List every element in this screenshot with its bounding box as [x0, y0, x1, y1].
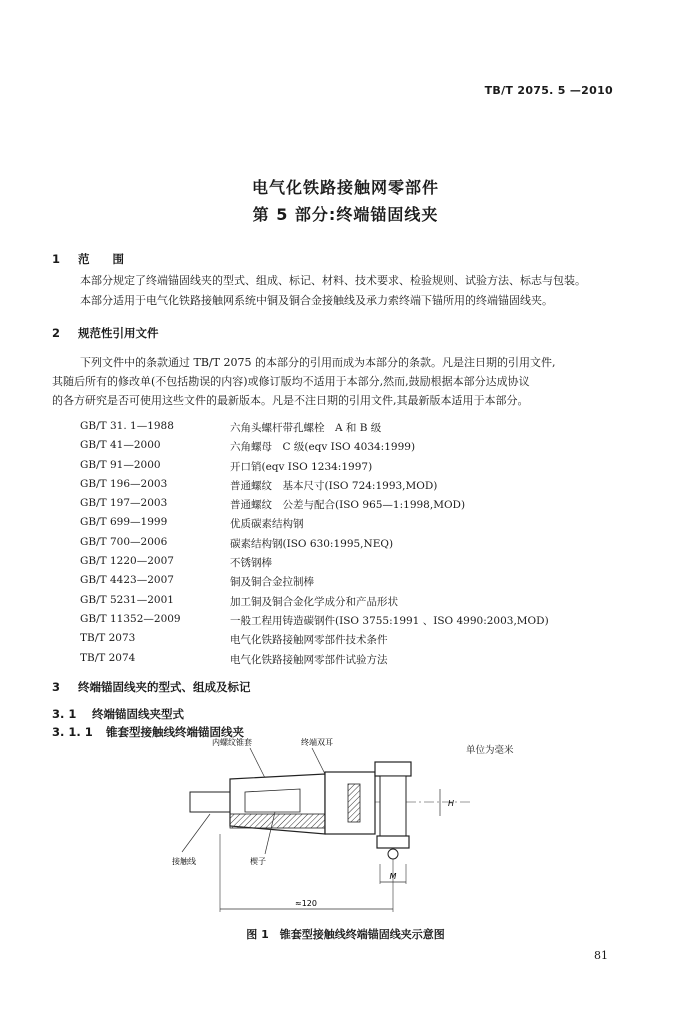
- section-2-paragraph-line2: 其随后所有的修改单(不包括勘误的内容)或修订版均不适用于本部分,然而,鼓励根据本部分达成协议: [52, 375, 530, 388]
- reference-title: 开口销(eqv ISO 1234:1997): [230, 460, 373, 473]
- reference-code: TB/T 2073: [80, 632, 136, 645]
- reference-title: 电气化铁路接触网零部件技术条件: [230, 634, 388, 647]
- reference-code: GB/T 31. 1—1988: [80, 420, 174, 432]
- label-inner-cone: 内螺纹锥套: [212, 738, 252, 747]
- reference-code: GB/T 1220—2007: [80, 555, 174, 568]
- reference-code: GB/T 11352—2009: [80, 612, 181, 625]
- reference-title: 六角螺母 C 级(eqv ISO 4034:1999): [230, 441, 416, 454]
- cone-sleeve-section: [230, 814, 325, 828]
- doc-title-line1: 电气化铁路接触网零部件: [251, 178, 439, 197]
- section-3-1-heading: [52, 706, 184, 722]
- reference-title: 六角头螺杆带孔螺栓 A 和 B 级: [230, 422, 382, 434]
- reference-title: 碳素结构钢(ISO 630:1995,NEQ): [230, 537, 394, 550]
- section-1-paragraph-2: 本部分适用于电气化铁路接触网系统中铜及铜合金接触线及承力索终端下锚所用的终端锚固线夹。: [80, 294, 553, 307]
- reference-code: GB/T 699—1999: [80, 516, 168, 529]
- reference-title: 铜及铜合金拉制棒: [230, 576, 314, 589]
- section-number: 1: [52, 252, 61, 266]
- section-title: 规范性引用文件: [78, 326, 159, 340]
- reference-title: 不锈钢棒: [230, 557, 272, 570]
- page-number: 81: [594, 949, 608, 962]
- section-1-heading: [52, 251, 124, 267]
- label-end-ear: 终端双耳: [301, 738, 333, 747]
- unit-note: 单位为毫米: [466, 745, 514, 756]
- nut: [377, 836, 409, 848]
- section-2-heading: [52, 325, 159, 341]
- section-1-paragraph-1: 本部分规定了终端锚固线夹的型式、组成、标记、材料、技术要求、检验规则、试验方法、标志与包装。: [80, 274, 586, 287]
- label-wedge: 楔子: [250, 857, 266, 866]
- section-title: 锥套型接触线终端锚固线夹: [106, 725, 245, 739]
- label-contact-wire: 接触线: [172, 857, 196, 866]
- reference-title: 普通螺纹 公差与配合(ISO 965—1:1998,MOD): [230, 499, 466, 512]
- bolt-shank: [380, 776, 406, 836]
- reference-title: 电气化铁路接触网零部件试验方法: [230, 653, 388, 666]
- dim-m-label: M: [389, 872, 397, 881]
- reference-code: GB/T 5231—2001: [80, 593, 174, 606]
- reference-code: GB/T 4423—2007: [80, 574, 174, 587]
- section-number: 2: [52, 326, 61, 340]
- dim-h-label: H: [448, 799, 455, 808]
- reference-title: 普通螺纹 基本尺寸(ISO 724:1993,MOD): [230, 479, 438, 492]
- section-2-paragraph-line1: 下列文件中的条款通过 TB/T 2075 的本部分的引用而成为本部分的条款。凡是注日期的引用文件,: [80, 356, 556, 369]
- dim-length-label: ≈120: [295, 899, 317, 908]
- reference-code: GB/T 197—2003: [80, 497, 168, 510]
- reference-code: GB/T 700—2006: [80, 535, 168, 548]
- clamp-drawing: [150, 734, 480, 924]
- section-number: 3. 1: [52, 707, 77, 721]
- section-title: 终端锚固线夹型式: [92, 707, 185, 721]
- section-title: 终端锚固线夹的型式、组成及标记: [78, 680, 251, 694]
- reference-title: 一般工程用铸造碳钢件(ISO 3755:1991 、ISO 4990:2003,MOD): [230, 614, 549, 627]
- section-2-paragraph-line3: 的各方研究是否可使用这些文件的最新版本。凡是不注日期的引用文件,其最新版本适用于本部分。: [52, 394, 529, 407]
- reference-code: TB/T 2074: [80, 651, 136, 664]
- bolt-head: [375, 762, 411, 776]
- leader-line: [182, 814, 210, 852]
- reference-code: GB/T 91—2000: [80, 458, 161, 471]
- section-3-heading: [52, 679, 251, 695]
- cotter-pin: [388, 849, 398, 859]
- doc-title-line2: 第 5 部分:终端锚固线夹: [252, 205, 439, 224]
- ear-section: [348, 784, 360, 822]
- reference-code: GB/T 41—2000: [80, 439, 161, 452]
- section-number: 3: [52, 680, 61, 694]
- reference-title: 加工铜及铜合金化学成分和产品形状: [230, 595, 398, 608]
- reference-title: 优质碳素结构钢: [230, 518, 304, 531]
- wedge: [245, 789, 300, 812]
- standard-code: TB/T 2075. 5 —2010: [484, 84, 613, 97]
- section-number: 3. 1. 1: [52, 725, 93, 739]
- figure-caption: 图 1 锥套型接触线终端锚固线夹示意图: [246, 928, 445, 941]
- reference-code: GB/T 196—2003: [80, 477, 168, 490]
- section-title: 范 围: [78, 252, 125, 266]
